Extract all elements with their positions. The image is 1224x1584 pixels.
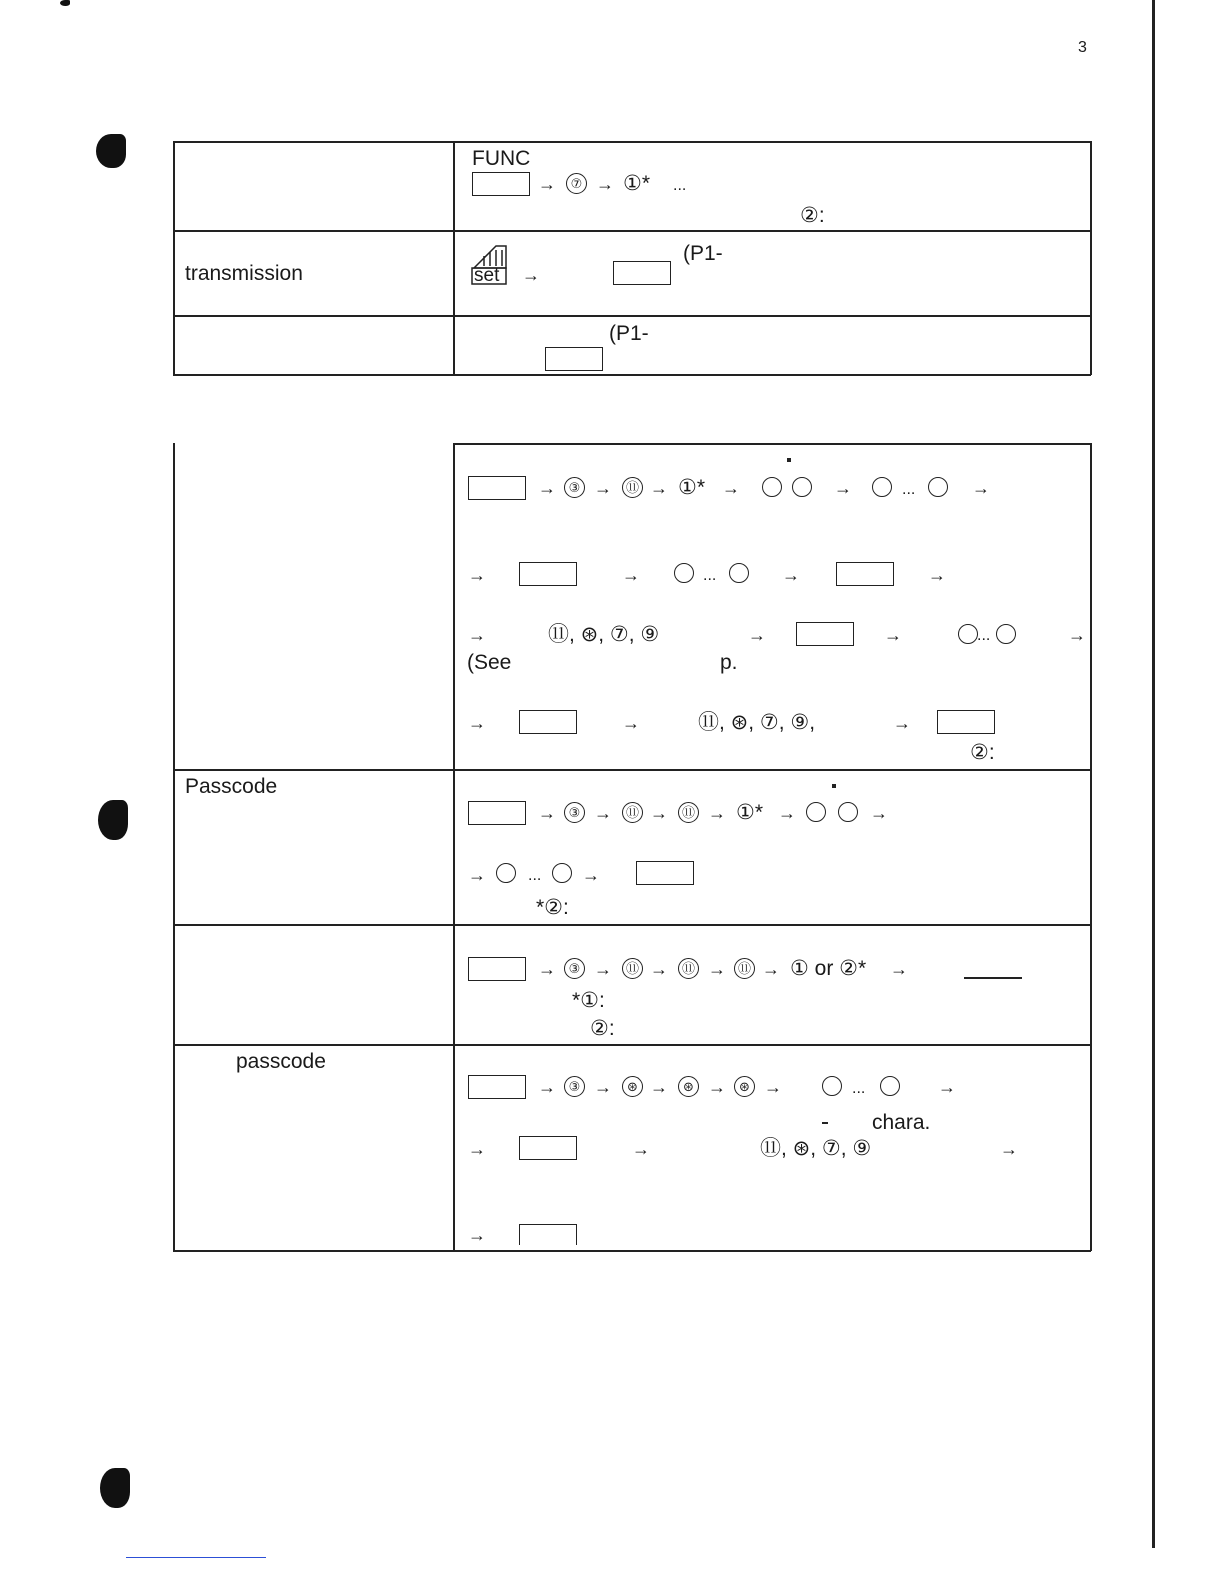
keys-list: ⑪, ⊛, ⑦, ⑨, xyxy=(698,711,816,734)
arrow: → xyxy=(893,713,911,733)
key-hash: ⑪ xyxy=(622,477,643,498)
digit-slot xyxy=(496,863,516,883)
ellipsis: ... xyxy=(977,627,991,644)
transmission-label: transmission xyxy=(185,262,303,285)
arrow: → xyxy=(650,959,668,979)
func-key xyxy=(468,801,526,825)
blank-key xyxy=(519,1224,577,1245)
digit-slot xyxy=(792,477,812,497)
arrow: → xyxy=(650,803,668,823)
choice-text: ① or ②* xyxy=(790,957,867,980)
arrow: → xyxy=(972,478,990,498)
arrow: → xyxy=(762,959,780,979)
note-2: *②: xyxy=(536,896,569,919)
blank-key xyxy=(836,562,894,586)
page-number: 3 xyxy=(1078,39,1087,56)
digit-slot xyxy=(928,477,948,497)
top-table-divider-1 xyxy=(173,230,1091,232)
blank-key xyxy=(636,861,694,885)
arrow: → xyxy=(938,1077,956,1097)
key-3: ③ xyxy=(564,958,585,979)
arrow: → xyxy=(622,565,640,585)
top-table-divider-2 xyxy=(173,315,1091,317)
arrow: → xyxy=(1000,1139,1018,1159)
arrow: → xyxy=(538,803,556,823)
arrow: → xyxy=(538,174,556,194)
arrow: → xyxy=(538,478,556,498)
bottom-underline xyxy=(126,1557,266,1558)
ellipsis: ... xyxy=(673,177,687,194)
func-key xyxy=(468,1075,526,1099)
blank-key xyxy=(519,710,577,734)
arrow: → xyxy=(708,803,726,823)
key-1-star: ①* xyxy=(623,172,650,195)
arrow: → xyxy=(522,265,540,285)
key-star: ⊛ xyxy=(678,1076,699,1097)
keys-list: ⑪, ⊛, ⑦, ⑨ xyxy=(760,1137,872,1160)
ellipsis: ... xyxy=(852,1080,866,1097)
scan-mark-3 xyxy=(100,1468,130,1508)
key-hash: ⑪ xyxy=(622,958,643,979)
scan-mark-1 xyxy=(96,134,126,168)
ellipsis: ... xyxy=(703,567,717,584)
top-table-border-bottom xyxy=(173,374,1091,376)
bottom-table-right-border xyxy=(1090,443,1092,1251)
digit-slot xyxy=(762,477,782,497)
func-label: FUNC xyxy=(472,147,531,170)
arrow: → xyxy=(594,478,612,498)
set-key-icon xyxy=(470,242,510,286)
digit-slot xyxy=(552,863,572,883)
arrow: → xyxy=(594,803,612,823)
arrow: → xyxy=(708,959,726,979)
digit-slot xyxy=(674,563,694,583)
key-3: ③ xyxy=(564,477,585,498)
func-key xyxy=(472,172,530,196)
blank-key xyxy=(519,1136,577,1160)
blank-key xyxy=(545,347,603,371)
passcode-label: Passcode xyxy=(185,775,278,798)
bottom-table-border-top xyxy=(453,443,1091,445)
key-hash: ⑪ xyxy=(734,958,755,979)
bottom-table-divider-2 xyxy=(173,924,1091,926)
digit-slot xyxy=(880,1076,900,1096)
digit-slot xyxy=(996,624,1016,644)
blank-key xyxy=(796,622,854,646)
note-1: *①: xyxy=(572,989,605,1012)
arrow: → xyxy=(582,865,600,885)
blank-key xyxy=(613,261,671,285)
top-table-right-border xyxy=(1090,141,1092,375)
arrow: → xyxy=(538,959,556,979)
arrow: → xyxy=(468,713,486,733)
digit-slot xyxy=(729,563,749,583)
bottom-table-mid-border xyxy=(453,443,455,1251)
top-table-mid-border xyxy=(453,141,455,375)
key-3: ③ xyxy=(564,1076,585,1097)
arrow: → xyxy=(748,625,766,645)
blank-key xyxy=(937,710,995,734)
digit-slot xyxy=(822,1076,842,1096)
top-table-border-top xyxy=(173,141,1091,143)
key-star: ⊛ xyxy=(622,1076,643,1097)
arrow: → xyxy=(778,803,796,823)
arrow: → xyxy=(722,478,740,498)
arrow: → xyxy=(468,1139,486,1159)
arrow: → xyxy=(928,565,946,585)
chara-text: chara. xyxy=(872,1111,931,1134)
arrow: → xyxy=(890,959,908,979)
arrow: → xyxy=(884,625,902,645)
key-3: ③ xyxy=(564,802,585,823)
top-table-left-border xyxy=(173,141,175,375)
p-text: p. xyxy=(720,651,738,674)
right-page-edge xyxy=(1152,0,1155,1548)
key-hash: ⑪ xyxy=(678,802,699,823)
key-1-star: ①* xyxy=(736,801,763,824)
digit-slot xyxy=(806,802,826,822)
func-key xyxy=(468,476,526,500)
see-text: (See xyxy=(467,651,512,674)
bottom-table-border-bottom xyxy=(173,1250,1091,1252)
key-1-star: ①* xyxy=(678,476,705,499)
key-hash: ⑪ xyxy=(622,802,643,823)
arrow: → xyxy=(632,1139,650,1159)
digit-slot xyxy=(872,477,892,497)
arrow: → xyxy=(764,1077,782,1097)
bottom-table-divider-3 xyxy=(173,1044,1091,1046)
passcode-label-2: passcode xyxy=(236,1050,326,1073)
page-ref: (P1- xyxy=(683,242,723,265)
arrow: → xyxy=(468,1225,486,1245)
key-7: ⑦ xyxy=(566,173,587,194)
bottom-table-left-border xyxy=(173,443,175,1251)
arrow: → xyxy=(834,478,852,498)
blank-underline xyxy=(964,977,1022,979)
scan-mark-top xyxy=(60,0,70,6)
arrow: → xyxy=(1068,625,1086,645)
digit-slot xyxy=(838,802,858,822)
dash-mark xyxy=(822,1122,828,1124)
dot-mark xyxy=(787,458,791,462)
arrow: → xyxy=(468,865,486,885)
digit-slot xyxy=(958,624,978,644)
blank-key xyxy=(519,562,577,586)
arrow: → xyxy=(650,1077,668,1097)
key-hash: ⑪ xyxy=(678,958,699,979)
arrow: → xyxy=(870,803,888,823)
arrow: → xyxy=(708,1077,726,1097)
note-2: ②: xyxy=(970,741,995,764)
arrow: → xyxy=(594,1077,612,1097)
func-key xyxy=(468,957,526,981)
arrow: → xyxy=(538,1077,556,1097)
set-key-label: set xyxy=(474,265,500,286)
scan-mark-2 xyxy=(98,800,128,840)
bottom-table-divider-1 xyxy=(173,769,1091,771)
ellipsis: ... xyxy=(528,867,542,884)
note-2: ②: xyxy=(590,1017,615,1040)
arrow: → xyxy=(782,565,800,585)
dot-mark xyxy=(832,784,836,788)
page-ref: (P1- xyxy=(609,322,649,345)
arrow: → xyxy=(594,959,612,979)
arrow: → xyxy=(468,565,486,585)
key-star: ⊛ xyxy=(734,1076,755,1097)
keys-list: ⑪, ⊛, ⑦, ⑨ xyxy=(548,623,660,646)
arrow: → xyxy=(650,478,668,498)
arrow: → xyxy=(468,625,486,645)
ellipsis: ... xyxy=(902,481,916,498)
note-2: ②: xyxy=(800,204,825,227)
arrow: → xyxy=(596,174,614,194)
arrow: → xyxy=(622,713,640,733)
